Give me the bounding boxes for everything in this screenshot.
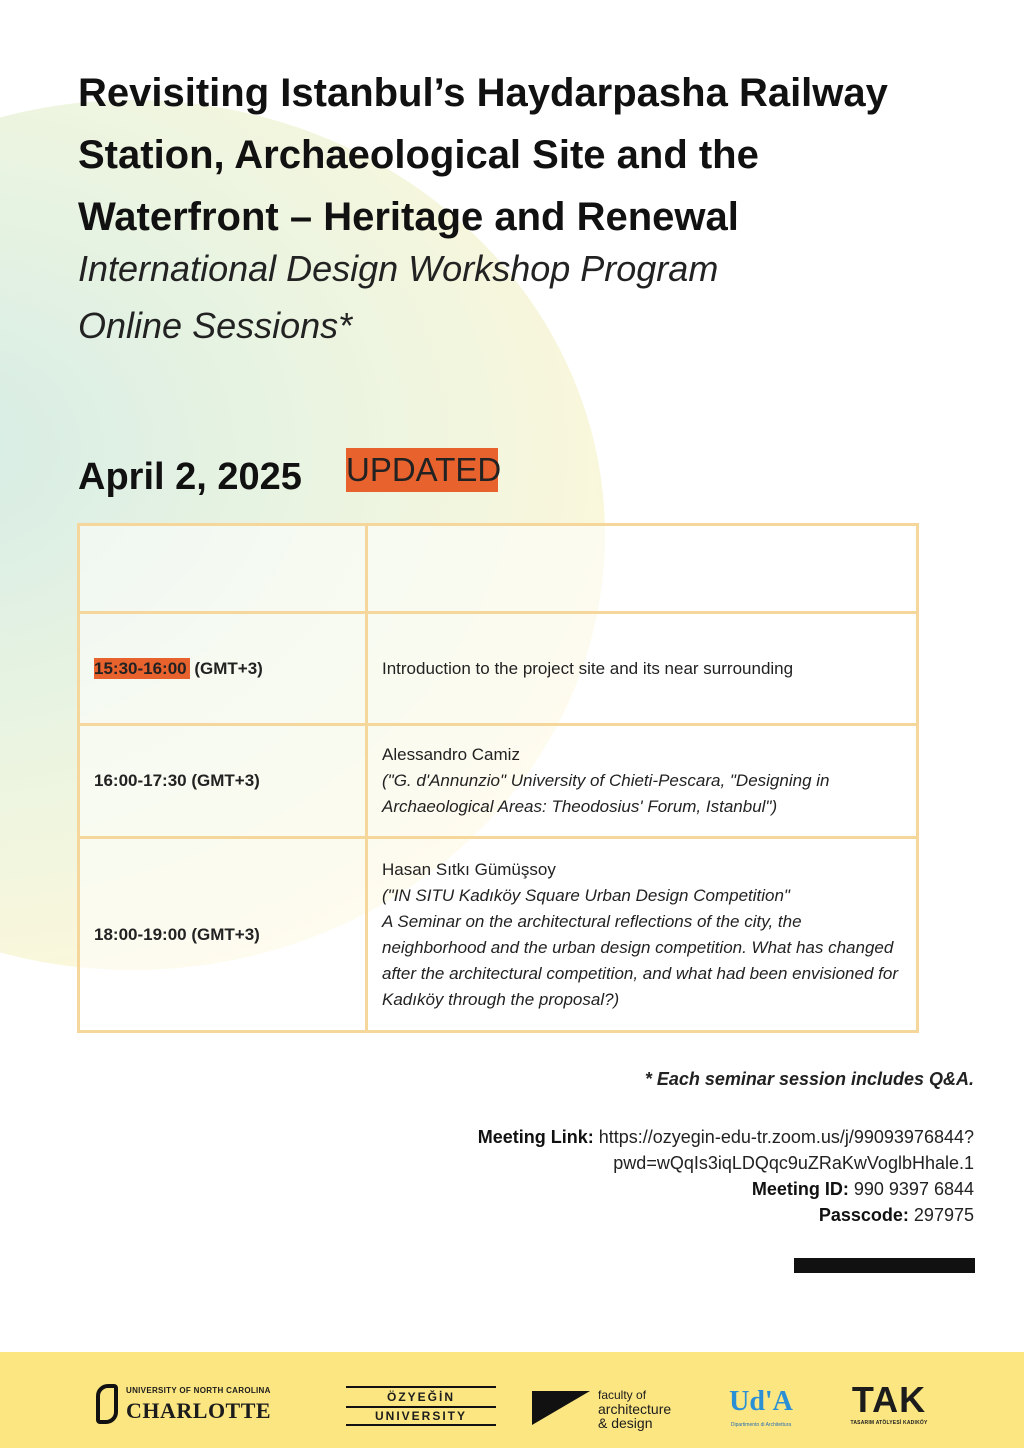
event-date: April 2, 2025 [78, 456, 302, 498]
table-row [79, 725, 918, 838]
faculty-triangle-icon [532, 1391, 590, 1425]
session-description: Introduction to the project site and its near surrounding [367, 613, 918, 725]
faculty-line-1: faculty of [598, 1388, 647, 1402]
schedule-table [77, 523, 919, 1033]
ozu-line-bottom [346, 1424, 496, 1426]
page-title: Revisiting Istanbul’s Haydarpasha Railway Station, Archaeological Site and the Waterfront – Heritage and Renewal [78, 71, 888, 239]
ozu-line-mid [346, 1406, 496, 1408]
meeting-id-value: 990 9397 6844 [853, 1179, 974, 1199]
passcode-row [374, 1202, 974, 1228]
faculty-logo [532, 1387, 692, 1429]
meeting-id-row [374, 1176, 974, 1202]
meeting-info [374, 1066, 974, 1228]
faculty-line-3: & design [598, 1415, 653, 1431]
uncc-logo-small-text: UNIVERSITY OF NORTH CAROLINA [126, 1386, 271, 1395]
session-description [367, 838, 918, 1032]
meeting-link-row [374, 1124, 974, 1150]
uncc-logo-big-text: CHARLOTTE [126, 1398, 272, 1423]
faculty-logo-text [598, 1389, 671, 1430]
ozu-line-top [346, 1386, 496, 1388]
session-time: 16:00-17:30 (GMT+3) [79, 725, 367, 838]
uda-logo-subtext: Dipartimento di Architettura [730, 1422, 792, 1428]
ozyegin-logo [346, 1386, 496, 1426]
tak-logo-small-text: TASARIM ATÖLYESİ KADIKÖY [850, 1420, 928, 1426]
table-row [79, 838, 918, 1032]
tak-logo [844, 1380, 934, 1430]
meeting-link-label: Meeting Link: [477, 1127, 594, 1147]
session-description [367, 725, 918, 838]
session-time: 18:00-19:00 (GMT+3) [79, 838, 367, 1032]
tak-logo-big-text: TAK [851, 1379, 927, 1420]
uncc-logo [96, 1384, 296, 1428]
empty-header-cell-desc [367, 525, 918, 613]
uda-logo [729, 1380, 793, 1432]
empty-header-cell-time [79, 525, 367, 613]
session-time [79, 613, 367, 725]
speaker-detail-title: ("IN SITU Kadıköy Square Urban Design Competition" [382, 885, 790, 905]
page-subtitle [78, 240, 958, 354]
table-row [79, 613, 918, 725]
time-zone: (GMT+3) [189, 658, 263, 678]
qa-note: * Each seminar session includes Q&A. [644, 1069, 974, 1089]
ozu-logo-bottom-text: UNIVERSITY [374, 1409, 467, 1423]
meeting-link-url-2[interactable]: pwd=wQqIs3iqLDQqc9uZRaKwVoglbHhale.1 [613, 1153, 974, 1173]
meeting-link-url-1[interactable]: https://ozyegin-edu-tr.zoom.us/j/99093976844? [598, 1127, 974, 1147]
table-header-row [79, 525, 918, 613]
speaker-name: Hasan Sıtkı Gümüşsoy [382, 859, 556, 879]
subtitle-line-2: Online Sessions* [78, 305, 353, 346]
decorative-bar [794, 1258, 975, 1273]
highlighted-time: 15:30-16:00 [94, 658, 190, 679]
faculty-line-2: architecture [598, 1401, 672, 1417]
speaker-name: Alessandro Camiz [382, 745, 520, 764]
subtitle-line-1: International Design Workshop Program [78, 248, 719, 289]
meeting-id-label: Meeting ID: [751, 1179, 849, 1199]
speaker-detail: ("G. d'Annunzio" University of Chieti-Pescara, "Designing in Archaeological Areas: Theodosius' Forum, Istanbul") [382, 771, 830, 816]
speaker-detail-body: A Seminar on the architectural reflections of the city, the neighborhood and the urban design competition. What has changed after the architectural competition, and what had been envisioned for Kadıköy through the proposal?) [382, 911, 898, 1009]
updated-badge: UPDATED [346, 448, 498, 492]
passcode-label: Passcode: [818, 1205, 909, 1225]
uncc-c-icon [96, 1384, 118, 1424]
uda-logo-text: Ud'A [729, 1386, 793, 1417]
ozu-logo-top-text: ÖZYEĞİN [386, 1390, 455, 1404]
passcode-value: 297975 [913, 1205, 974, 1225]
